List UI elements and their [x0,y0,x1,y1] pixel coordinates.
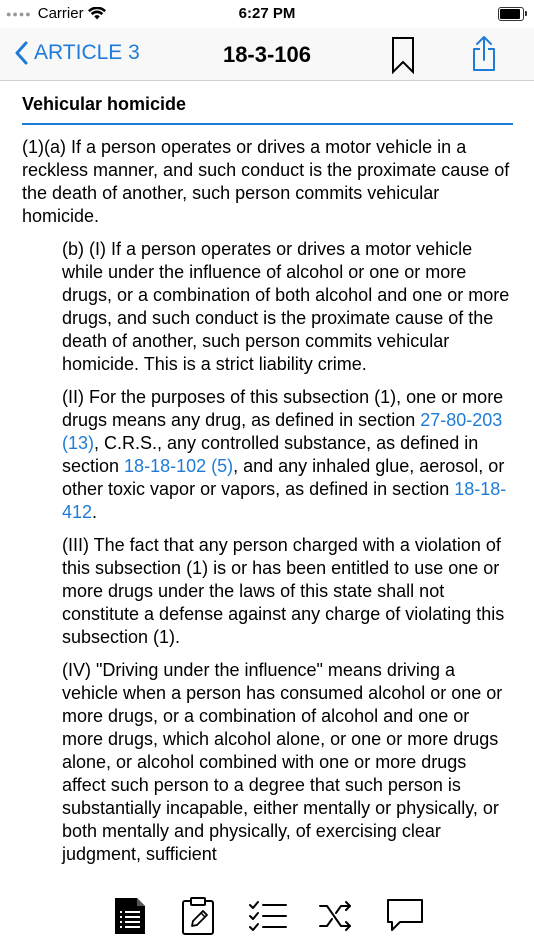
speech-bubble-icon [384,896,426,936]
tab-comments[interactable] [384,896,426,941]
share-button[interactable] [471,34,497,77]
status-bar [0,0,534,28]
paragraph-text: , C.R.S., any controlled substance, as defined in section [62,433,479,476]
heading-divider [22,123,513,125]
statute-content[interactable] [0,80,534,886]
paragraph-text: (II) For the purposes of this subsection (1), one or more drugs means any drug, as defined in section [62,387,504,430]
link-27-80-203[interactable]: 27-80-203 (13) [62,410,503,453]
shuffle-icon [318,896,354,936]
paragraph-1b-i: (b) (I) If a person operates or drives a motor vehicle while under the influence of alcohol or one or more drugs, or a combination of both alcohol and one or more drugs, and such conduct is the proximate cause of the death of another, such person commits vehicular homicide. This is a strict liability crime. [62,239,510,374]
paragraph-1b-iii: (III) The fact that any person charged with a violation of this subsection (1) is or has been entitled to use one or more drugs under the laws of this state shall not constitute a defense against any charge of violating this subsection (1). [62,535,505,647]
navigation-bar [0,28,534,81]
link-18-18-412[interactable]: 18-18-412 [62,479,507,522]
paragraph-text: , and any inhaled glue, aerosol, or other toxic vapor or vapors, as defined in section [62,456,505,499]
tab-bar [0,886,534,950]
paragraph-1b-ii [62,386,514,524]
bookmark-icon [391,36,415,74]
paragraph-1b-iv: (IV) "Driving under the influence" means driving a vehicle when a person has consumed alcohol or one or more drugs, or a combination of alcohol and one or more drugs, which alcohol alone, or one or more drugs alone, or alcohol combined with one or more drugs affect such person to a degree that such person is substantially incapable, either mentally or physically, or both mentally and physically, of exercising clear judgment, sufficient [62,660,503,864]
signal-dots-icon: ●●●● [6,8,32,19]
paragraph-1a: (1)(a) If a person operates or drives a motor vehicle in a reckless manner, and such conduct is the proximate cause of the death of another, such person commits vehicular homicide. [22,137,510,226]
page-title: 18-3-106 [222,42,312,67]
tab-random[interactable] [318,896,354,941]
tab-outline[interactable] [248,896,288,941]
section-heading: Vehicular homicide [22,94,187,114]
carrier-label: Carrier [37,5,84,22]
clipboard-edit-icon [180,896,216,936]
checklist-icon [248,896,288,936]
tab-document[interactable] [113,896,147,941]
battery-icon [498,7,524,21]
share-icon [471,34,497,72]
bookmark-button[interactable] [391,36,415,79]
back-button-label: ARTICLE 3 [34,41,140,64]
document-icon [113,896,147,936]
link-18-18-102[interactable]: 18-18-102 (5) [124,456,234,476]
paragraph-text: . [92,502,98,522]
status-time: 6:27 PM [238,5,296,22]
tab-notes[interactable] [180,896,216,941]
statute-body [22,136,514,876]
